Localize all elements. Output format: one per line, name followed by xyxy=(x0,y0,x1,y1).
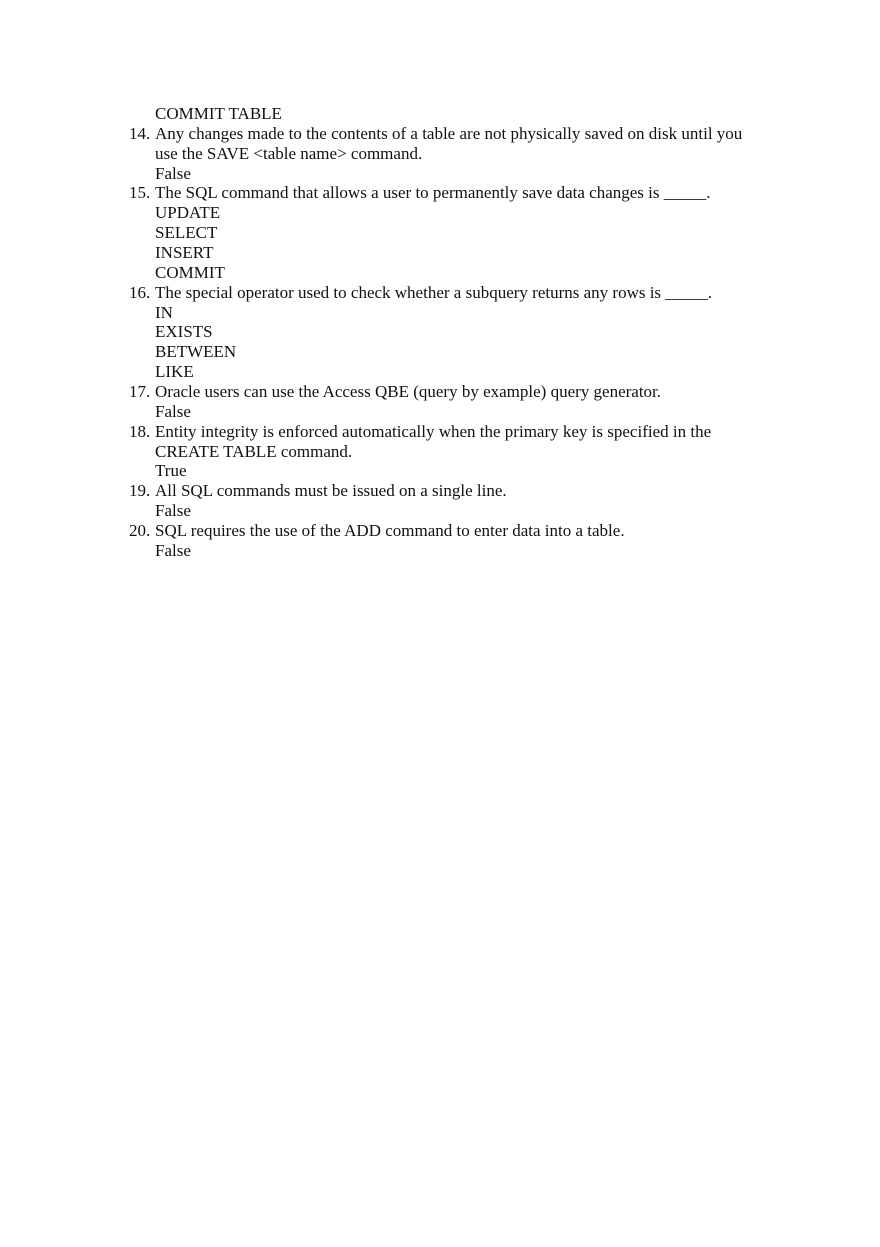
answer-option-text: False xyxy=(155,401,191,421)
question-line xyxy=(129,124,742,144)
answer-option xyxy=(129,203,742,223)
answer-option-text: COMMIT xyxy=(155,262,225,282)
question-line xyxy=(129,144,742,164)
question-line-text: CREATE TABLE command. xyxy=(155,441,353,461)
carryover-answer xyxy=(129,104,742,124)
question-number: 18. xyxy=(129,421,151,441)
carryover-answer-text: COMMIT TABLE xyxy=(155,104,282,123)
answer-option xyxy=(129,243,742,263)
question-line-text: All SQL commands must be issued on a single line. xyxy=(155,481,507,501)
question-line xyxy=(129,442,742,462)
answer-option-text: IN xyxy=(155,302,173,322)
answer-option-text: EXISTS xyxy=(155,322,213,342)
answer-option-text: UPDATE xyxy=(155,203,221,223)
question-line xyxy=(129,283,742,303)
question-line-text: SQL requires the use of the ADD command to enter data into a table. xyxy=(155,521,625,541)
answer-option-text: BETWEEN xyxy=(155,342,237,362)
question-line-text: The SQL command that allows a user to permanently save data changes is _____. xyxy=(155,183,711,203)
answer-option xyxy=(129,342,742,362)
answer-option xyxy=(129,461,742,481)
answer-option-text: False xyxy=(155,501,191,521)
question-line xyxy=(129,422,742,442)
question-line-text: Entity integrity is enforced automatically when the primary key is specified in the xyxy=(155,421,712,441)
answer-option-text: SELECT xyxy=(155,223,218,243)
question-line-text: Oracle users can use the Access QBE (query by example) query generator. xyxy=(155,382,662,402)
answer-option xyxy=(129,402,742,422)
question-number: 16. xyxy=(129,282,151,302)
answer-option xyxy=(129,263,742,283)
answer-option-text: LIKE xyxy=(155,362,194,382)
answer-option-text: False xyxy=(155,540,191,560)
question-line xyxy=(129,382,742,402)
answer-option xyxy=(129,541,742,561)
question-line-text: use the SAVE <table name> command. xyxy=(155,143,423,163)
answer-option xyxy=(129,303,742,323)
question-number: 20. xyxy=(129,521,151,541)
answer-option xyxy=(129,322,742,342)
answer-option xyxy=(129,501,742,521)
answer-option-text: True xyxy=(155,461,187,481)
question-number: 15. xyxy=(129,183,151,203)
question-line-text: The special operator used to check whether a subquery returns any rows is _____. xyxy=(155,282,713,302)
question-line xyxy=(129,481,742,501)
answer-option-text: INSERT xyxy=(155,243,214,263)
document-page xyxy=(129,104,742,561)
question-number: 17. xyxy=(129,382,151,402)
question-line xyxy=(129,183,742,203)
answer-option xyxy=(129,164,742,184)
question-line xyxy=(129,521,742,541)
question-line-text: Any changes made to the contents of a table are not physically saved on disk until you xyxy=(155,123,743,143)
answer-option xyxy=(129,362,742,382)
answer-option-text: False xyxy=(155,163,191,183)
question-number: 14. xyxy=(129,123,151,143)
question-number: 19. xyxy=(129,481,151,501)
answer-option xyxy=(129,223,742,243)
